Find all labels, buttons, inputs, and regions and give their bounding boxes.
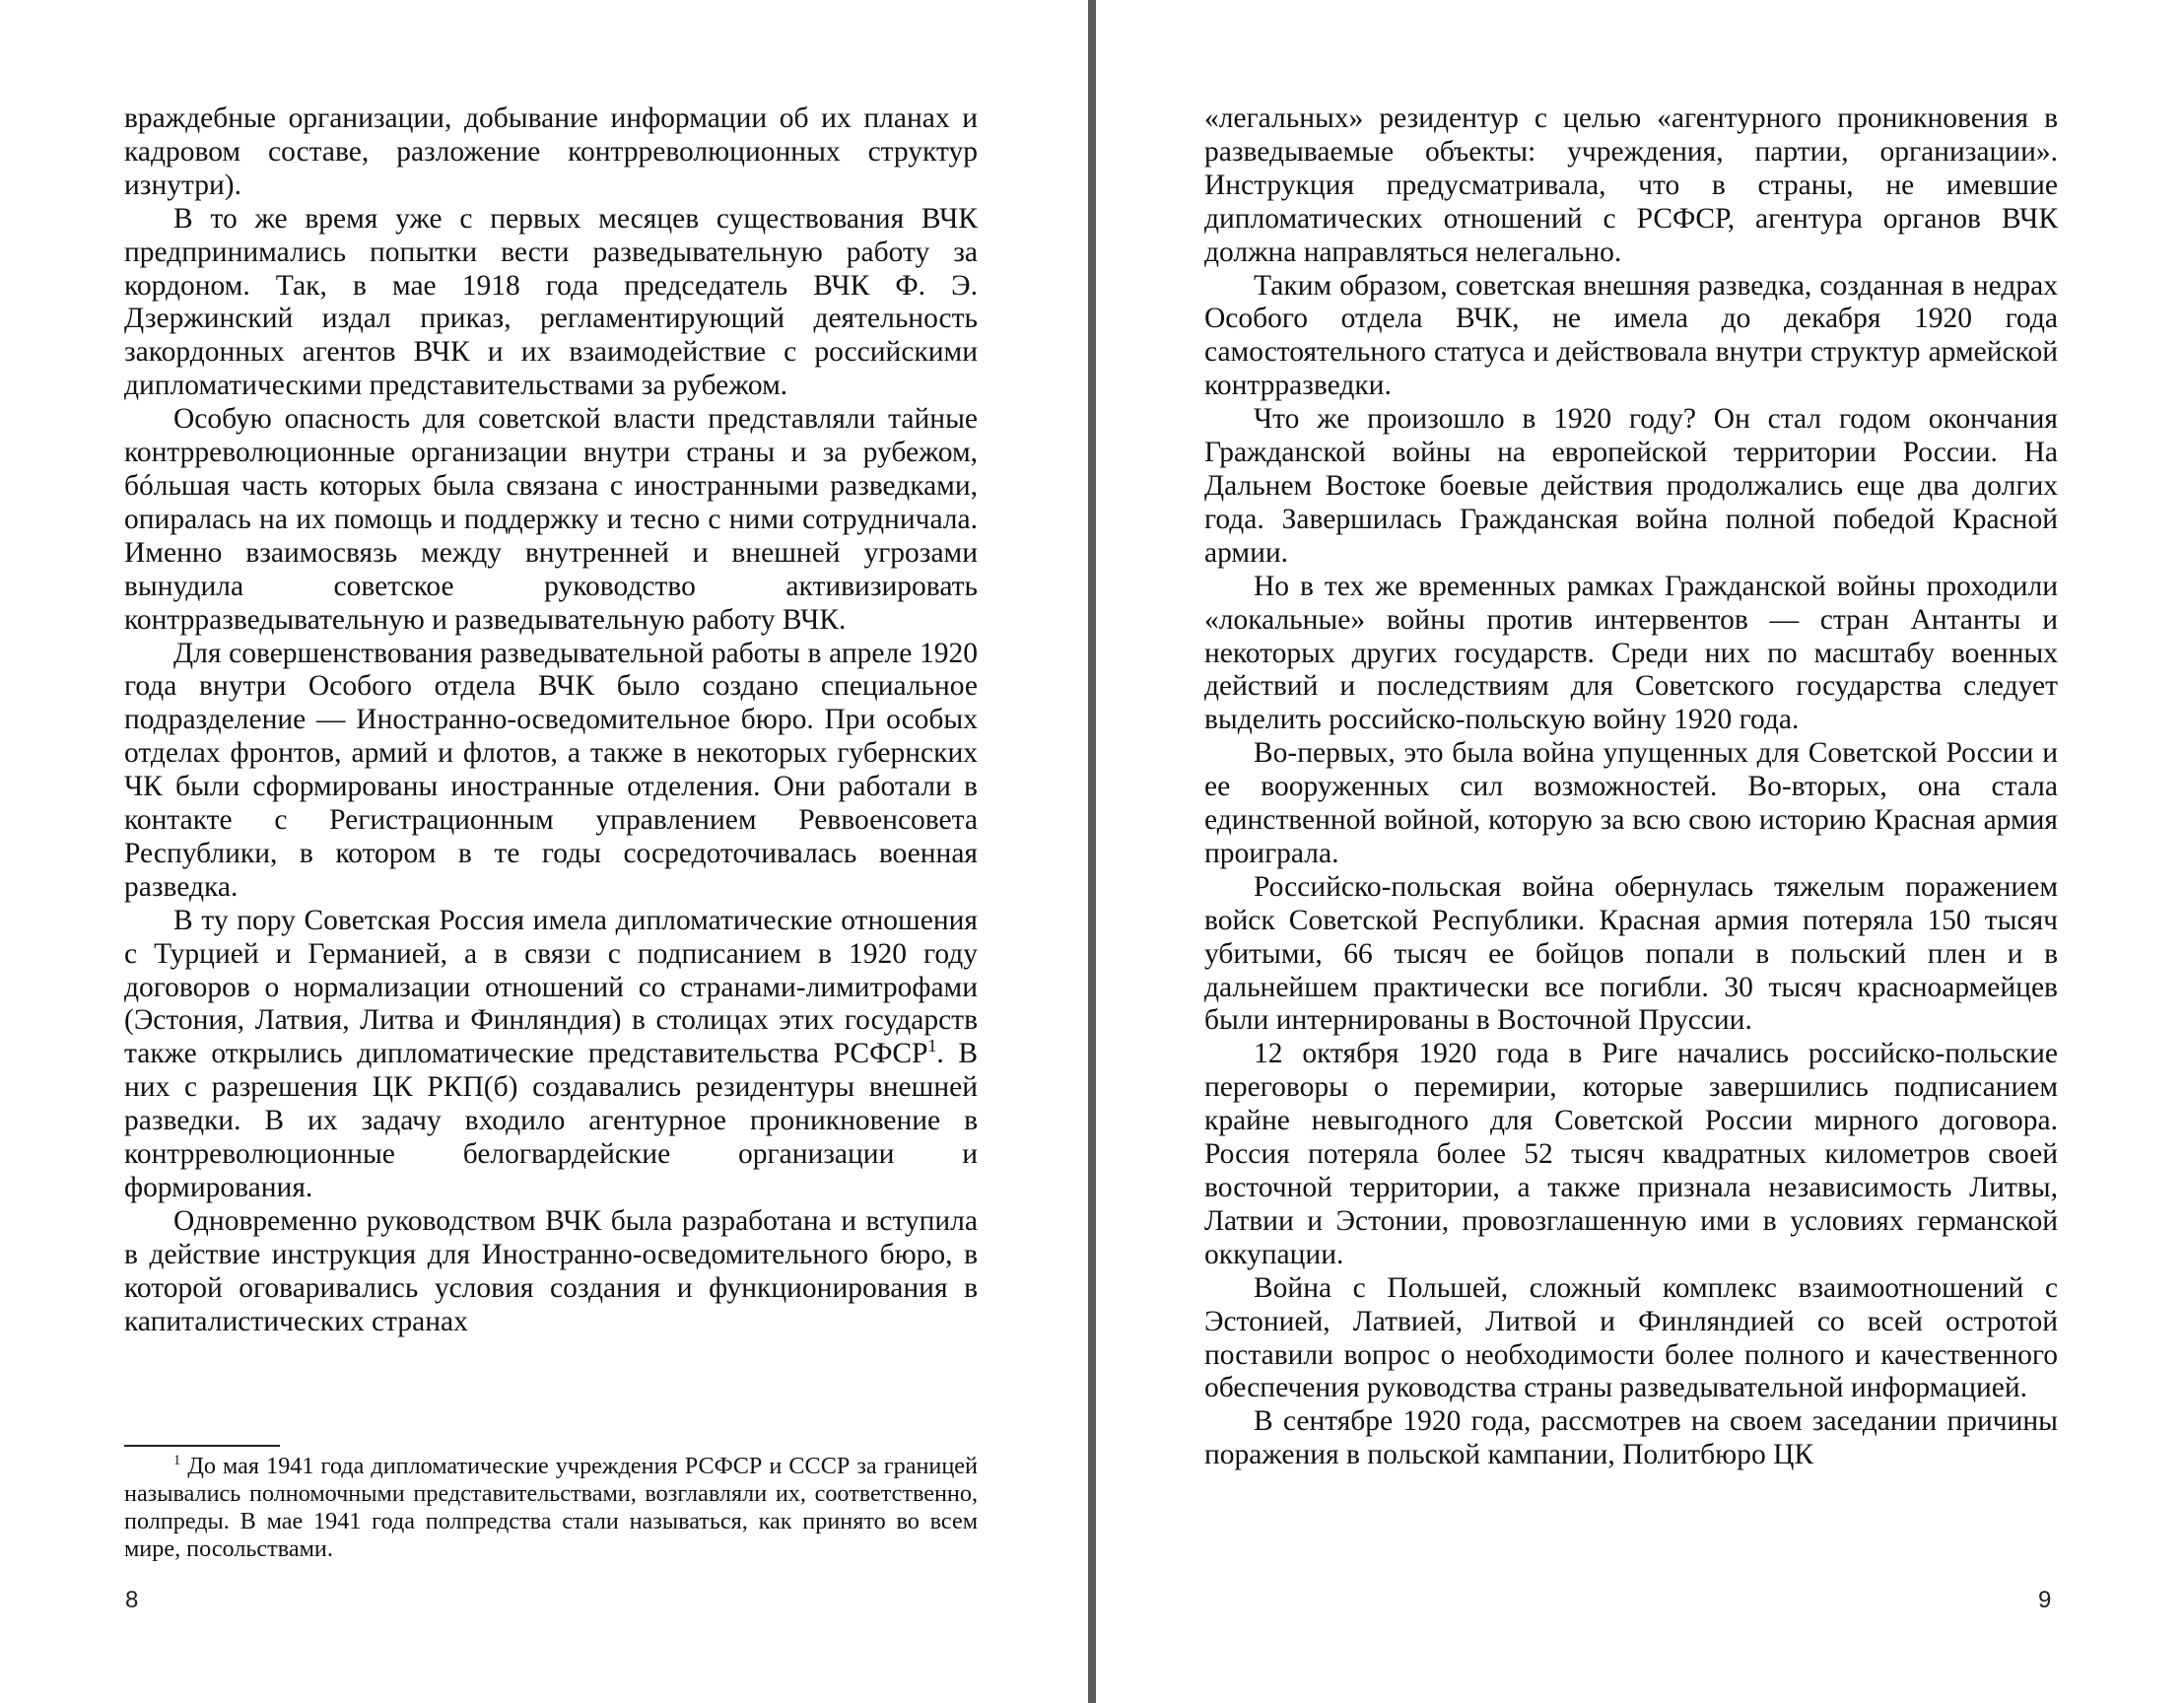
left-paragraph-1: враждебные организации, добывание информации об их планах и кадровом составе, разложение контрреволюционных структур изнутри). bbox=[124, 102, 978, 201]
left-paragraph-3: Особую опасность для советской власти представляли тайные контрреволюционные организации внутри страны и за рубежом, бóльшая часть которых была связана с иностранными разведками, опиралась на их помощь и поддержку и тесно с ними сотрудничала. Именно взаимосвязь между внутренней и внешней угрозами вынудила советское руководство активизировать контрразведывательную и разведывательную работу ВЧК. bbox=[124, 403, 978, 636]
left-paragraph-5-end: . В них с разрешения ЦК РКП(б) создавались резидентуры внешней разведки. В их задачу входило агентурное проникновение в контрреволюционные белогвардейские организации и формирования. bbox=[124, 1038, 978, 1203]
left-paragraph-5 bbox=[124, 905, 978, 1205]
footnote-text: До мая 1941 года дипломатические учреждения РСФСР и СССР за границей назывались полномочными представительствами, возглавляли их, соответственно, полпреды. В мае 1941 года полпредства стали называться, как принято во всем мире, посольствами. bbox=[124, 1453, 978, 1562]
right-paragraph-1: «легальных» резидентур с целью «агентурного проникновения в разведываемые объекты: учреждения, партии, организации». Инструкция предусматривала, что в страны, не имевшие дипломатических отношений с РСФСР, агентура органов ВЧК должна направляться нелегально. bbox=[1204, 102, 2058, 268]
footnote-reference[interactable]: 1 bbox=[927, 1036, 937, 1056]
left-page-body bbox=[124, 102, 978, 1339]
right-paragraph-4: Но в тех же временных рамках Гражданской войны проходили «локальные» войны против интервентов — стран Антанты и некоторых других государств. Среди них по масштабу военных действий и последствиям для Советского государства следует выделить российско-польскую войну 1920 года. bbox=[1204, 570, 2058, 736]
footnote-mark: 1 bbox=[173, 1452, 181, 1468]
right-page-body bbox=[1204, 102, 2058, 1472]
page-number-right: 9 bbox=[2038, 1587, 2052, 1613]
right-paragraph-7: 12 октября 1920 года в Риге начались российско-польские переговоры о перемирии, которые завершились подписанием крайне невыгодного для Советской России мирного договора. Россия потеряла более 52 тысяч квадратных километров своей восточной территории, а также признала независимость Литвы, Латвии и Эстонии, провозглашенную ими в условиях германской оккупации. bbox=[1204, 1038, 2058, 1270]
left-paragraph-4: Для совершенствования разведывательной работы в апреле 1920 года внутри Особого отдела ВЧК было создано специальное подразделение — Иностранно-осведомительное бюро. При особых отделах фронтов, армий и флотов, а также в некоторых губернских ЧК были сформированы иностранные отделения. Они работали в контакте с Регистрационным управлением Реввоенсовета Республики, в котором в те годы сосредоточивалась военная разведка. bbox=[124, 637, 978, 903]
right-paragraph-6: Российско-польская война обернулась тяжелым поражением войск Советской Республики. Красная армия потеряла 150 тысяч убитыми, 66 тысяч ее бойцов попали в польский плен и в дальнейшем практически все погибли. 30 тысяч красноармейцев были интернированы в Восточной Пруссии. bbox=[1204, 870, 2058, 1037]
right-paragraph-2: Таким образом, советская внешняя разведка, созданная в недрах Особого отдела ВЧК, не имела до декабря 1920 года самостоятельного статуса и действовала внутри структур армейской контрразведки. bbox=[1204, 269, 2058, 402]
right-paragraph-3: Что же произошло в 1920 году? Он стал годом окончания Гражданской войны на европейской территории России. На Дальнем Востоке боевые действия продолжались еще два долгих года. Завершилась Гражданская война полной победой Красной армии. bbox=[1204, 403, 2058, 569]
left-paragraph-5-start: В ту пору Советская Россия имела дипломатические отношения с Турцией и Германией, а в связи с подписанием в 1920 году договоров о нормализации отношений со странами-лимитрофами (Эстония, Латвия, Литва и Финляндия) в столицах этих государств также открылись дипломатические представительства РСФСР bbox=[124, 904, 978, 1070]
right-paragraph-8: Война с Польшей, сложный комплекс взаимоотношений с Эстонией, Латвией, Литвой и Финляндией со всей остротой поставили вопрос о необходимости более полного и качественного обеспечения руководства страны разведывательной информацией. bbox=[1204, 1271, 2058, 1404]
book-gutter bbox=[1088, 0, 1096, 1703]
left-paragraph-2: В то же время уже с первых месяцев существования ВЧК предпринимались попытки вести разведывательную работу за кордоном. Так, в мае 1918 года председатель ВЧК Ф. Э. Дзержинский издал приказ, регламентирующий деятельность закордонных агентов ВЧК и их взаимодействие с российскими дипломатическими представительствами за рубежом. bbox=[124, 202, 978, 402]
footnote-divider bbox=[124, 1445, 280, 1447]
right-paragraph-5: Во-первых, это была война упущенных для Советской России и ее вооруженных сил возможностей. Во-вторых, она стала единственной войной, которую за всю свою историю Красная армия проиграла. bbox=[1204, 737, 2058, 869]
left-paragraph-6: Одновременно руководством ВЧК была разработана и вступила в действие инструкция для Иностранно-осведомительного бюро, в которой оговаривались условия создания и функционирования в капиталистических странах bbox=[124, 1204, 978, 1337]
right-paragraph-9: В сентябре 1920 года, рассмотрев на своем заседании причины поражения в польской кампании, Политбюро ЦК bbox=[1204, 1405, 2058, 1471]
page-number-left: 8 bbox=[125, 1587, 139, 1613]
footnote bbox=[124, 1453, 978, 1563]
